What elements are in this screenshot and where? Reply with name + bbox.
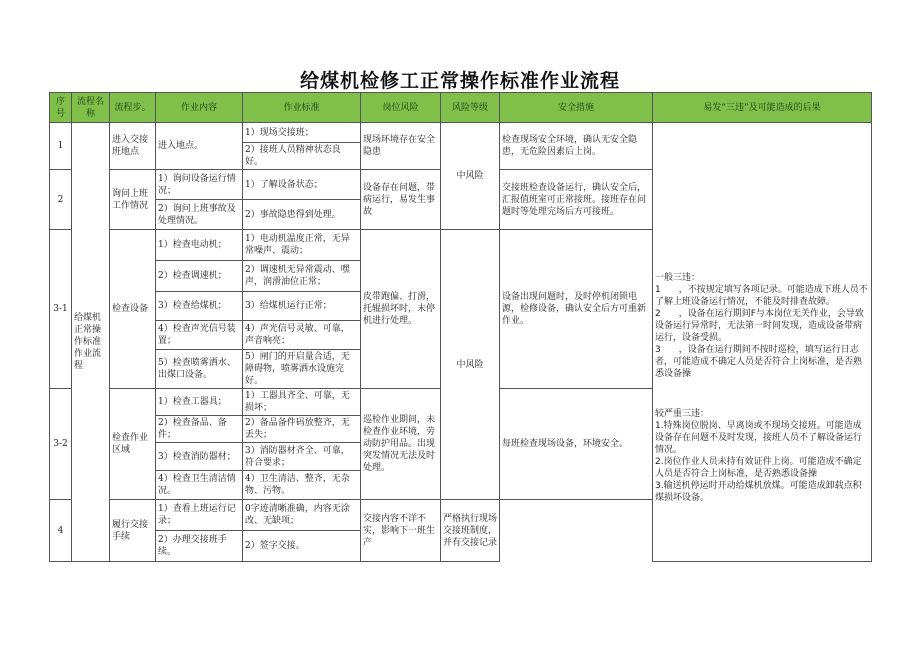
seq-cell: 2 [50, 170, 72, 230]
standard-cell: 1）了解设备状态； [243, 170, 361, 200]
measures-cell: 每班检查现场设备，环境安全。 [500, 389, 653, 500]
standard-cell: 3）消防器材齐全、可靠，符合要求； [243, 443, 361, 471]
serious-title: 较严重三违： [655, 409, 710, 419]
standard-cell: 4）声光信号灵敏、可靠，声音响亮； [243, 321, 361, 350]
general-item: 3 ，设备在运行期间不按时巡检，填写运行日志者，可能造成不确定人员是否符合上岗标准，是否熟悉设备操 [655, 345, 863, 379]
content-cell: 1）询问设备运行情况； [156, 170, 243, 200]
seq-cell: 3-1 [50, 230, 72, 389]
content-cell: 2）办理交接班手续。 [156, 531, 243, 562]
content-cell: 进入地点。 [156, 123, 243, 170]
header-risk: 岗位风险 [361, 93, 441, 123]
standard-cell: 2）备品备件码放整齐，无丢失； [243, 416, 361, 443]
general-item: 2 ，设备在运行期间F与本岗位无关作业，会导致设备运行异常时，无法第一时间发现，造成设备带病运行，设备受损。 [655, 309, 864, 343]
standard-cell: 5）闸门的开启量合适，无障碍物，喷雾洒水设施完好。 [243, 350, 361, 389]
general-item: 1 ，不按规定填写各项记录。可能造成下班人员不了解上班设备运行情况，不能及时排查故障。 [655, 285, 868, 307]
table-row [50, 123, 872, 143]
standard-cell: 1）现场交接班； [243, 123, 361, 143]
standard-cell: 1）电动机温度正常，无异常噪声、震动； [243, 230, 361, 261]
content-cell: 1）检查电动机； [156, 230, 243, 261]
risk-level-cell: 中风险 [441, 123, 500, 230]
content-cell: 1）检查工器具； [156, 389, 243, 416]
standard-cell: 2）调速机无异常震动、嘿声，润滑油位正常； [243, 261, 361, 292]
standard-cell: 2）接班人员精神状态良好。 [243, 143, 361, 170]
risk-cell: 设备存在问题，带病运行，易发生事故 [361, 170, 441, 230]
seq-cell: 4 [50, 500, 72, 562]
measures-cell: 检查现场安全环境，确认无安全隐患，无危险因素后上岗。 [500, 123, 653, 170]
standard-cell: 2）签字交接。 [243, 531, 361, 562]
serious-item: 1.特殊岗位脱岗、早离岗或不现场交接班。可能造成设备存在问题不及时发现，接班人员不了解设备运行情况。 [655, 421, 863, 455]
serious-item: 2.岗位作业人员未持有效证件上岗。可能造成不确定人员是否符合上岗标准，是否熟悉设备操 [655, 457, 862, 479]
header-consequence: 易发“三违”及可能造成的后果 [653, 93, 872, 123]
standard-cell: 3）给煤机运行正常； [243, 292, 361, 321]
seq-cell: 3-2 [50, 389, 72, 500]
risk-cell: 巡检作业期间，未检查作业环境，劳动防护用品。出现突发情况无法及时处理。 [361, 389, 441, 500]
risk-cell: 现场环境存在安全隐患 [361, 123, 441, 170]
risk-cell: 皮带跑偏、打滑，托辊损坏时，未停机进行处理。 [361, 230, 441, 389]
content-cell: 1）查看上班运行记录； [156, 500, 243, 531]
header-level: 风险等级 [441, 93, 500, 123]
content-cell: 3）检查给煤机； [156, 292, 243, 321]
risk-cell: 交接内容不详不实，影响下一班生产 [361, 500, 441, 562]
risk-level-cell: 中风险 [441, 230, 500, 500]
content-cell: 2）询问上班事故及处理情况。 [156, 200, 243, 230]
header-measures: 安全措施 [500, 93, 653, 123]
content-cell: 2）检查调速机； [156, 261, 243, 292]
page-title: 给煤机检修工正常操作标准作业流程 [299, 70, 620, 92]
header-standard: 作业标准 [243, 93, 361, 123]
content-cell: 4）检查卫生清洁情况。 [156, 471, 243, 500]
content-cell: 5）检查喷雾洒水、出煤口设备。 [156, 350, 243, 389]
standard-cell: 2）事故隐患得到处理。 [243, 200, 361, 230]
measures-cell: 交接班检查设备运行，确认安全后，汇报值班室可正常接班。接班存在问题时等处理完场后方可接班。 [500, 170, 653, 230]
seq-cell: 1 [50, 123, 72, 170]
step-cell: 进入交接班地点 [110, 123, 156, 170]
header-process-step: 流程步。 [110, 93, 156, 123]
step-cell: 检查作业区域 [110, 389, 156, 500]
content-cell: 4）检查声光信号装置； [156, 321, 243, 350]
consequence-cell [653, 123, 872, 562]
header-seq: 序号 [50, 93, 72, 123]
standard-cell: 4）卫生清洁、整齐，无杂物、污物。 [243, 471, 361, 500]
serious-item: 3.输送机停运时开动给煤机放煤。可能造成卸载点积煤损坏设备。 [655, 481, 862, 503]
step-cell: 询问上班工作情况 [110, 170, 156, 230]
content-cell: 3）检查消防器材； [156, 443, 243, 471]
process-name-cell: 给煤机正常操作标准作业流程 [72, 123, 110, 562]
measures-cell: 严格执行现场交接班制度，并有交接记录 [441, 500, 500, 562]
measures-cell: 设备出现问题时，及时停机闭锁电源，检修设备，确认安全后方可重新作业。 [500, 230, 653, 389]
general-title: 一般三违： [655, 273, 701, 283]
header-row [50, 93, 872, 123]
content-cell: 2）检查备品、备件； [156, 416, 243, 443]
standard-cell: 1）工器具齐全、可靠，无损坏； [243, 389, 361, 416]
step-cell: 履行交接手续 [110, 500, 156, 562]
header-process-name: 流程名称 [72, 93, 110, 123]
header-content: 作业内容 [156, 93, 243, 123]
step-cell: 检查设备 [110, 230, 156, 389]
procedure-table [49, 92, 872, 562]
standard-cell: 0字迹清晰准确，内容无涂改、无缺项； [243, 500, 361, 531]
